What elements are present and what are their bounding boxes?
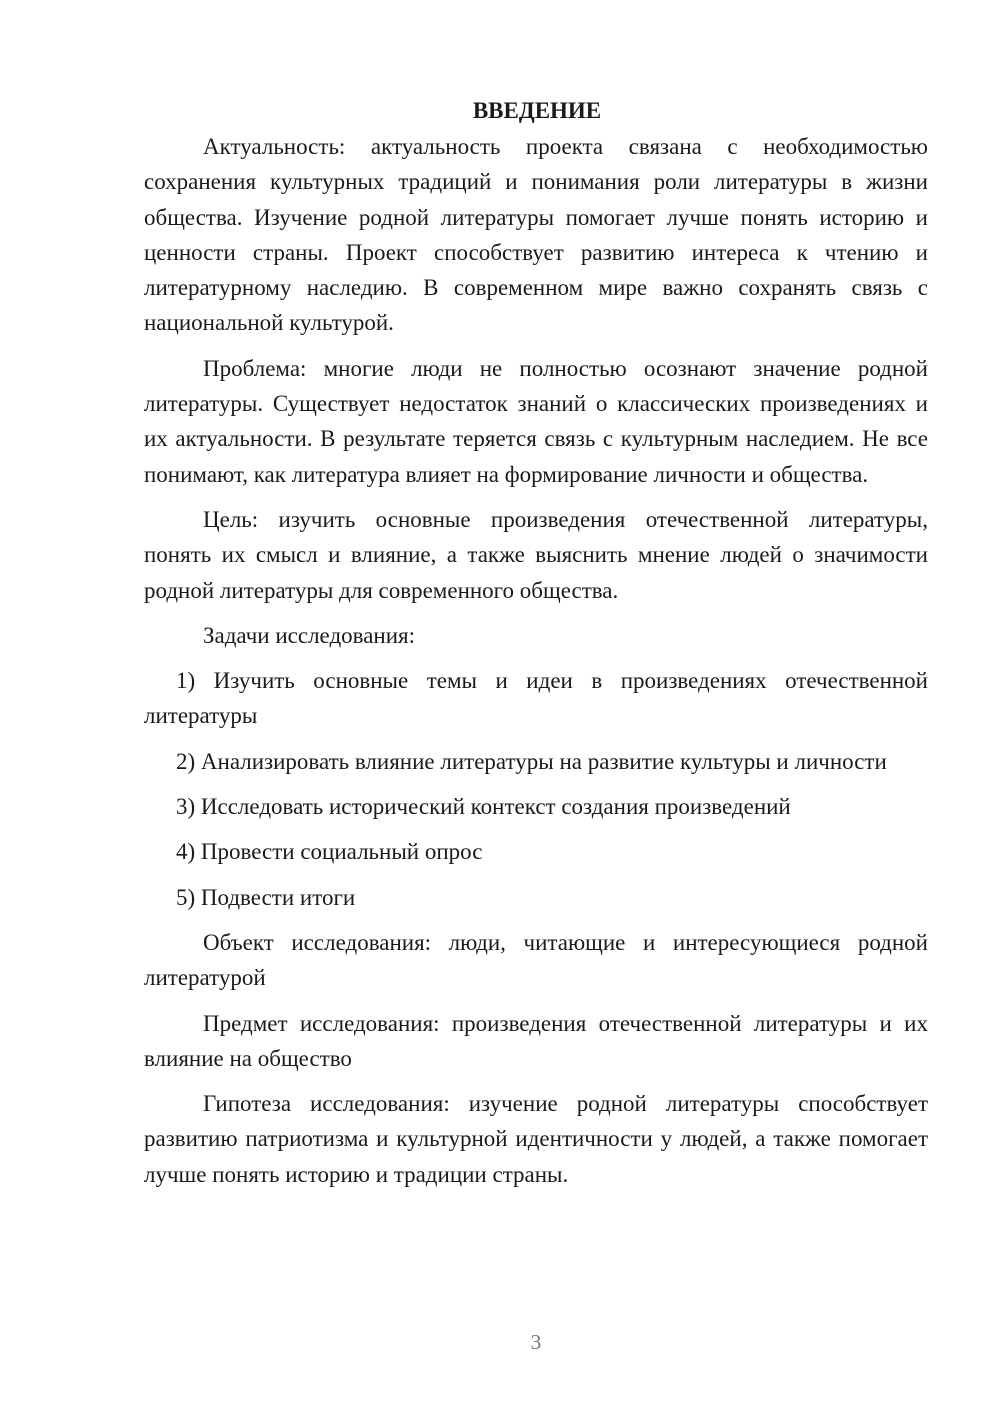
task-item-5: 5) Подвести итоги [176, 884, 356, 910]
task-item-3: 3) Исследовать исторический контекст создания произведений [176, 794, 791, 820]
relevance-paragraph: Актуальность: актуальность проекта связана с необходимостью сохранения культурных традиций и понимания роли литературы в жизни общества. Изучение родной литературы помогает лучше понять историю и ценности страны. Проект способствует развитию интереса к чтению и литературному наследию. В современном мире важно сохранять связь с национальной культурой. [144, 134, 928, 336]
page-number: 3 [530, 1330, 542, 1354]
tasks-heading: Задачи исследования: [203, 622, 416, 648]
document-page [144, 93, 928, 1202]
subject-paragraph: Предмет исследования: произведения отечественной литературы и их влияние на общество [144, 1010, 928, 1071]
problem-paragraph: Проблема: многие люди не полностью осознают значение родной литературы. Существует недостаток знаний о классических произведениях и их актуальности. В результате теряется связь с культурным наследием. Не все понимают, как литература влияет на формирование личности и общества. [144, 355, 928, 487]
object-paragraph: Объект исследования: люди, читающие и интересующиеся родной литературой [144, 929, 928, 991]
task-item-4: 4) Провести социальный опрос [176, 839, 483, 865]
goal-paragraph: Цель: изучить основные произведения отечественной литературы, понять их смысл и влияние, а также выяснить мнение людей о значимости родной литературы для современного общества. [144, 506, 928, 603]
tasks-list [144, 663, 928, 915]
hypothesis-paragraph: Гипотеза исследования: изучение родной литературы способствует развитию патриотизма и культурной идентичности у людей, а также помогает лучше понять историю и традиции страны. [144, 1091, 928, 1187]
task-item-2: 2) Анализировать влияние литературы на развитие культуры и личности [176, 748, 887, 774]
task-item-1: 1) Изучить основные темы и идеи в произведениях отечественной литературы [144, 668, 928, 729]
section-title: ВВЕДЕНИЕ [472, 98, 602, 123]
